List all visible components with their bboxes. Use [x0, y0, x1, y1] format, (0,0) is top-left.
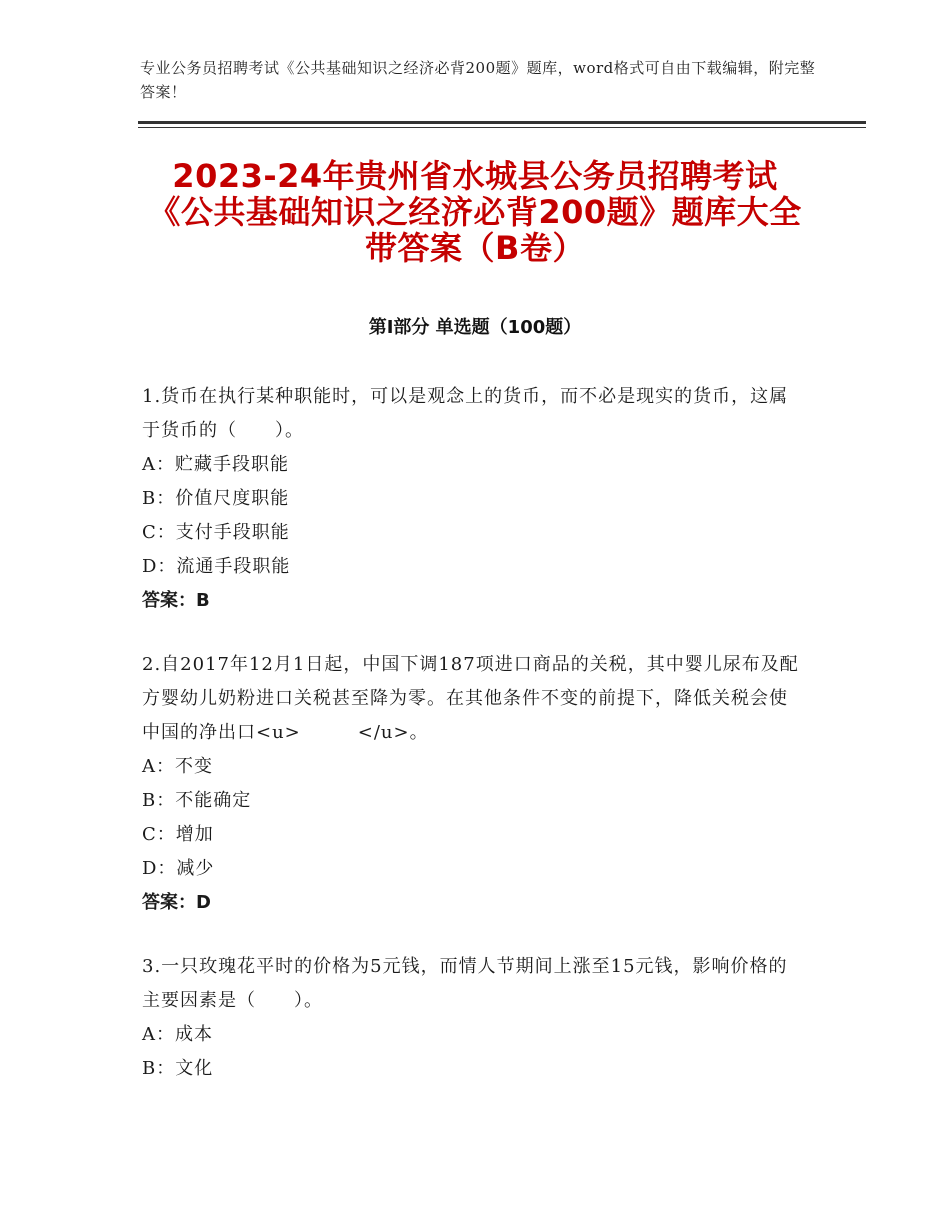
question-stem: 3.一只玫瑰花平时的价格为5元钱，而情人节期间上涨至15元钱，影响价格的主要因素是（ ）。: [142, 956, 788, 1011]
question-list: [142, 380, 802, 1116]
option-b: B：不能确定: [142, 790, 252, 811]
option-c: C：支付手段职能: [142, 522, 290, 543]
option-c: C：增加: [142, 824, 214, 845]
option-b: B：价值尺度职能: [142, 488, 290, 509]
question-3: [142, 950, 802, 1086]
answer: 答案：B: [142, 590, 210, 611]
option-a: A：贮藏手段职能: [142, 454, 289, 475]
question-1: [142, 380, 802, 618]
header-divider-thick: [138, 121, 866, 124]
section-title: 第Ⅰ部分 单选题（100题）: [368, 317, 582, 338]
option-a: A：不变: [142, 756, 213, 777]
question-stem: 1.货币在执行某种职能时，可以是观念上的货币，而不必是现实的货币，这属于货币的（ ）。: [142, 386, 789, 441]
document-title: 2023-24年贵州省水城县公务员招聘考试《公共基础知识之经济必背200题》题库大全带答案（B卷）: [148, 157, 802, 267]
option-b: B：文化: [142, 1058, 214, 1079]
answer: 答案：D: [142, 892, 211, 913]
header-note: 专业公务员招聘考试《公共基础知识之经济必背200题》题库，word格式可自由下载编辑，附完整答案！: [140, 59, 816, 101]
option-d: D：减少: [142, 858, 215, 879]
header-divider-thin: [138, 127, 866, 128]
option-d: D：流通手段职能: [142, 556, 291, 577]
question-stem: 2.自2017年12月1日起，中国下调187项进口商品的关税，其中婴儿尿布及配方婴幼儿奶粉进口关税甚至降为零。在其他条件不变的前提下，降低关税会使中国的净出口<u> </u>。: [142, 654, 799, 743]
question-2: [142, 648, 802, 920]
option-a: A：成本: [142, 1024, 213, 1045]
